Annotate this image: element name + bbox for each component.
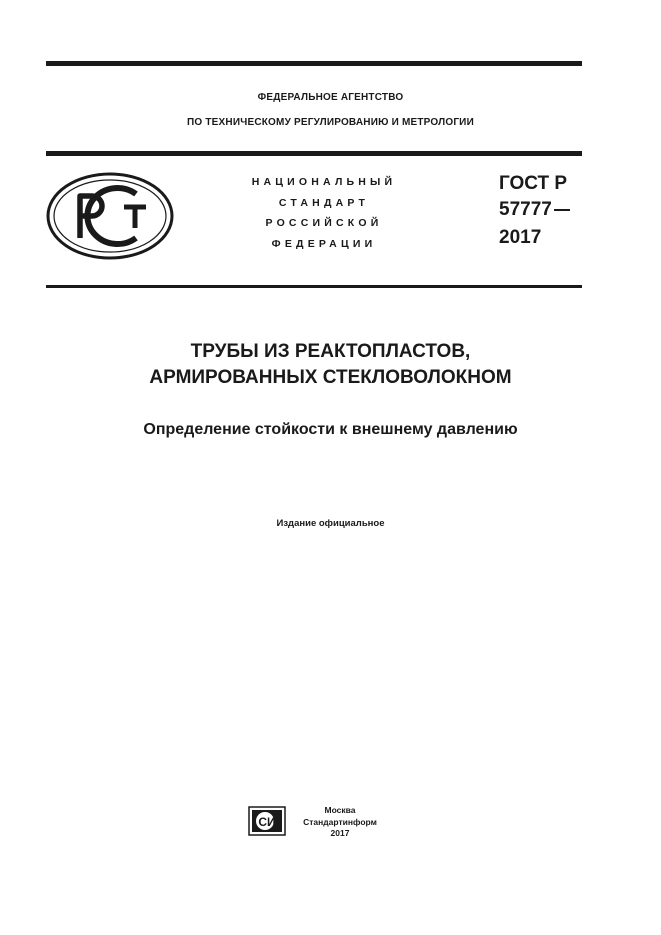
publisher-city: Москва xyxy=(324,805,356,815)
gost-r-emblem-icon xyxy=(46,172,174,260)
middle-rule xyxy=(46,151,582,156)
document-title xyxy=(0,339,661,391)
publisher-logo-text: СИ xyxy=(258,815,276,829)
publisher-year: 2017 xyxy=(330,828,350,838)
gost-dash xyxy=(554,209,570,211)
title-line-1: ТРУБЫ ИЗ РЕАКТОПЛАСТОВ, xyxy=(190,341,471,362)
top-rule xyxy=(46,61,582,66)
gost-year: 2017 xyxy=(499,227,542,248)
standartinform-logo-icon xyxy=(248,806,286,836)
gost-number: 57777 xyxy=(499,199,552,220)
publisher-block xyxy=(300,805,380,840)
agency-line-2: ПО ТЕХНИЧЕСКОМУ РЕГУЛИРОВАНИЮ И МЕТРОЛОГИИ xyxy=(187,117,474,128)
national-standard-line: РОССИЙСКОЙ xyxy=(265,217,383,229)
document-subtitle: Определение стойкости к внешнему давлению xyxy=(143,421,518,438)
agency-line-1: ФЕДЕРАЛЬНОЕ АГЕНТСТВО xyxy=(257,92,404,103)
national-standard-block xyxy=(228,172,420,254)
lower-rule xyxy=(46,285,582,288)
title-line-2: АРМИРОВАННЫХ СТЕКЛОВОЛОКНОМ xyxy=(149,367,512,388)
publisher-name: Стандартинформ xyxy=(303,816,377,827)
national-standard-line: НАЦИОНАЛЬНЫЙ xyxy=(251,176,397,188)
edition-label: Издание официальное xyxy=(276,518,385,529)
national-standard-line: ФЕДЕРАЦИИ xyxy=(271,237,377,250)
gost-prefix: ГОСТ Р xyxy=(499,173,568,194)
national-standard-line: СТАНДАРТ xyxy=(278,196,370,209)
gost-number-line xyxy=(499,199,570,221)
